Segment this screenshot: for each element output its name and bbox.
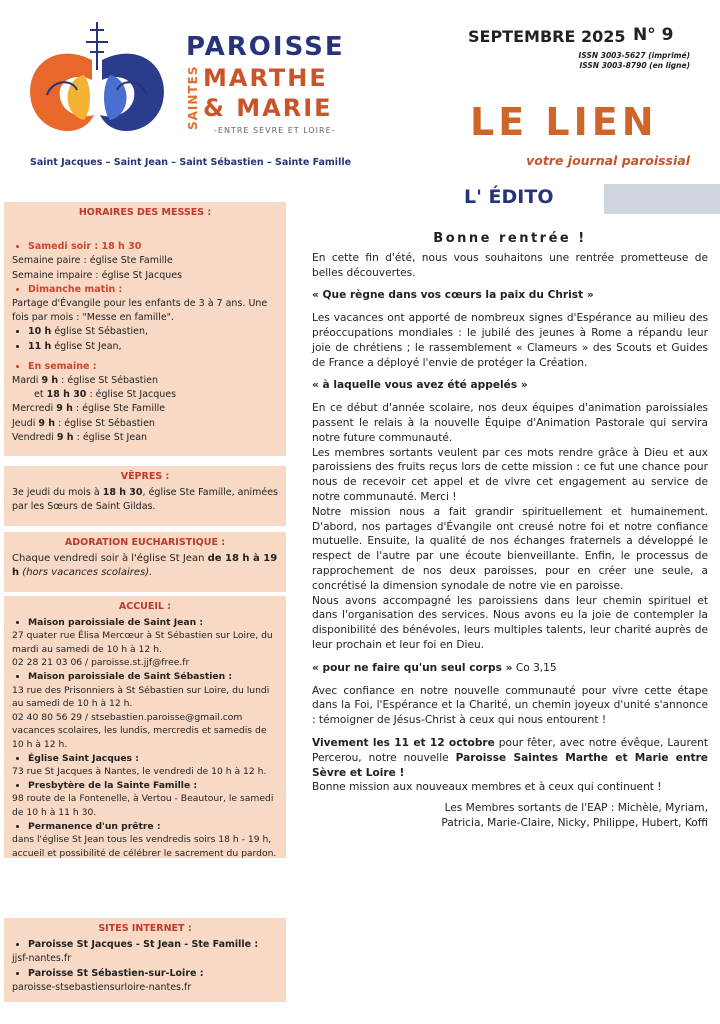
accueil-saint-jacques-text: 73 rue St Jacques à Nantes, le vendredi de 10 h à 12 h. <box>12 766 267 778</box>
accueil-saint-sebastien-text: 13 rue des Prisonniers à St Sébastien sur Loire, du lundi au samedi de 10 h à 12 h. <box>12 684 270 710</box>
edito-p6: Nous avons accompagné les paroissiens dans leur chemin spirituel et dans l'organisation des services. Nous avons eu la joie de contempler la disponibilité des bénévoles, leurs multiples talents, leur charité auprès de leur prochain et leur foi en Dieu. <box>312 594 708 651</box>
adoration-title: ADORATION EUCHARISTIQUE : <box>64 537 226 548</box>
accueil-saint-sebastien-contact: 02 40 80 56 29 / stsebastien.paroisse@gmail.com <box>12 711 243 723</box>
parish-logo-icon <box>22 20 172 150</box>
brand-marthe: MARTHE <box>203 64 328 92</box>
sunday-note: Partage d'Évangile pour les enfants de 3 à 7 ans. Une fois par mois : "Messe en famille". <box>12 298 268 324</box>
edito-p9: Bonne mission aux nouveaux membres et à ceux qui continuent ! <box>312 781 662 794</box>
accueil-pretre-name: • Permanence d'un prêtre : <box>28 820 278 834</box>
sunday-label: • Dimanche matin : <box>28 283 278 297</box>
masses-box <box>4 202 286 456</box>
friday-mass: Vendredi 9 h : église St Jean <box>12 431 148 443</box>
edito-signature-1: Les Membres sortants de l'EAP : Michèle, Myriam, <box>444 802 708 815</box>
sat-odd: Semaine impaire : église St Jacques <box>12 269 183 281</box>
issue-date: SEPTEMBRE 2025 <box>468 27 626 46</box>
adoration-box <box>4 532 286 592</box>
issn-online: ISSN 3003-8790 (en ligne) <box>579 61 690 70</box>
parish-list: Saint Jacques – Saint Jean – Saint Sébastien – Sainte Famille <box>30 157 352 168</box>
wednesday-mass: Mercredi 9 h : église Ste Famille <box>12 403 166 415</box>
edito-p4: Les membres sortants veulent par ces mots rendre grâce à Dieu et aux paroissiens des fruits reçus lors de cette mission : ce fut une chance pour nous de recevoir cet appel et de vivre cet engagement au service de notre communauté. Merci ! <box>312 446 708 503</box>
site-stsebastien-name: • Paroisse St Sébastien-sur-Loire : <box>28 967 278 981</box>
issn-block <box>579 51 690 71</box>
tuesday-evening-mass: et 18 h 30 : église St Jacques <box>34 389 177 401</box>
saturday-label: • Samedi soir : 18 h 30 <box>28 240 278 254</box>
accueil-title: ACCUEIL : <box>118 601 172 612</box>
edito-title: L' ÉDITO <box>464 186 554 208</box>
site-jjsf-name: • Paroisse St Jacques - St Jean - Ste Famille : <box>28 938 278 952</box>
accueil-box <box>4 596 286 858</box>
edito-heading: Bonne rentrée ! <box>433 231 587 246</box>
accueil-saint-jean-name: • Maison paroissiale de Saint Jean : <box>28 616 278 630</box>
sites-title: SITES INTERNET : <box>98 923 192 934</box>
accueil-saint-jacques-name: • Église Saint Jacques : <box>28 752 278 766</box>
edito-p7: Avec confiance en notre nouvelle communauté pour vivre cette étape dans la Foi, l'Espérance et la Charité, un chemin joyeux d'unité s'annonce : témoigner de Jésus-Christ à ceux qui nous entourent ! <box>312 684 708 727</box>
sites-box <box>4 918 286 1002</box>
vepres-title: VÊPRES : <box>120 471 170 482</box>
edito-quote-2: « à laquelle vous avez été appelés » <box>312 379 528 392</box>
tuesday-mass: Mardi 9 h : église St Sébastien <box>12 375 159 387</box>
edito-signature-2: Patricia, Marie-Claire, Nicky, Philippe, Hubert, Koffi <box>441 816 708 829</box>
sat-even: Semaine paire : église Ste Famille <box>12 255 173 267</box>
issue-number: N° 9 <box>633 25 674 45</box>
brand-paroisse: PAROISSE <box>186 32 345 62</box>
edito-body <box>312 232 708 831</box>
accueil-saint-sebastien-note: vacances scolaires, les lundis, mercredis et samedis de 10 h à 12 h. <box>12 725 267 750</box>
accueil-pretre-text: dans l'église St Jean tous les vendredis soirs 18 h - 19 h, accueil et possibilité de célébrer le sacrement du pardon. <box>12 834 277 859</box>
site-stsebastien-url[interactable]: paroisse-stsebastiensurloire-nantes.fr <box>12 981 192 993</box>
adoration-text: Chaque vendredi soir à l'église St Jean de 18 h à 19 h (hors vacances scolaires). <box>12 553 278 579</box>
vepres-text: 3e jeudi du mois à 18 h 30, église Ste Famille, animées par les Sœurs de Saint Gildas. <box>12 487 279 513</box>
accueil-saint-sebastien-name: • Maison paroissiale de Saint Sébastien : <box>28 670 278 684</box>
thursday-mass: Jeudi 9 h : église St Sébastien <box>12 417 155 429</box>
sunday-11h: • 11 h église St Jean, <box>28 340 278 354</box>
edito-p1: En cette fin d'été, nous vous souhaitons une rentrée prometteuse de belles découvertes. <box>312 251 708 279</box>
accueil-saint-jean-text: 27 quater rue Élisa Mercœur à St Sébastien sur Loire, du mardi au samedi de 10 h à 12 h. <box>12 630 273 655</box>
issn-print: ISSN 3003-5627 (imprimé) <box>578 51 690 60</box>
edito-p2: Les vacances ont apporté de nombreux signes d'Espérance au milieu des préoccupations mondiales : le jubilé des jeunes à Rome a répandu leur joie de chrétiens ; le rassemblement « Clameurs » des Scouts et Guides de France a déployé l'envie de protéger la Création. <box>312 312 708 369</box>
edito-p3: En ce début d'année scolaire, nos deux équipes d'animation paroissiales passent le relais à la nouvelle Équipe d'Animation Pastorale qui servira notre future communauté. <box>312 402 708 444</box>
edito-divider-bar <box>604 184 720 214</box>
accueil-sainte-famille-name: • Presbytère de la Sainte Famille : <box>28 779 278 793</box>
sunday-10h: • 10 h église St Sébastien, <box>28 325 278 339</box>
accueil-saint-jean-contact: 02 28 21 03 06 / paroisse.st.jjf@free.fr <box>12 657 190 669</box>
brand-marie: & MARIE <box>203 94 333 122</box>
masses-title: HORAIRES DES MESSES : <box>78 207 212 218</box>
edito-p5: Notre mission nous a fait grandir spirituellement et humainement. D'abord, nos partages d'Évangile ont creusé notre foi et notre confiance mutuelle. Ensuite, la qualité de nos échanges fraternels a développé le respect de l'autre par une écoute bienveillante. Enfin, le processus de rapprochement de nos deux paroisses, pour en créer une seule, a concrétisé la dimension synodale de notre vie en paroisse. <box>312 505 708 592</box>
weekday-label: • En semaine : <box>28 360 278 374</box>
edito-quote-3: « pour ne faire qu'un seul corps » Co 3,15 <box>312 661 557 674</box>
accueil-sainte-famille-text: 98 route de la Fontenelle, à Vertou - Beautour, le samedi de 10 h à 11 h 30. <box>12 793 274 818</box>
journal-title: LE LIEN <box>470 100 658 144</box>
site-jjsf-url[interactable]: jjsf-nantes.fr <box>12 953 72 965</box>
brand-saintes: SAINTES <box>186 65 200 130</box>
vepres-box <box>4 466 286 526</box>
edito-p8: Vivement les 11 et 12 octobre pour fêter, avec notre évêque, Laurent Percerou, notre nouvelle Paroisse Saintes Marthe et Marie entre Sèvre et Loire ! <box>312 736 708 779</box>
journal-subtitle: votre journal paroissial <box>526 153 690 168</box>
edito-quote-1: « Que règne dans vos cœurs la paix du Christ » <box>312 289 594 302</box>
brand-tagline: -ENTRE SÈVRE ET LOIRE- <box>214 126 336 135</box>
